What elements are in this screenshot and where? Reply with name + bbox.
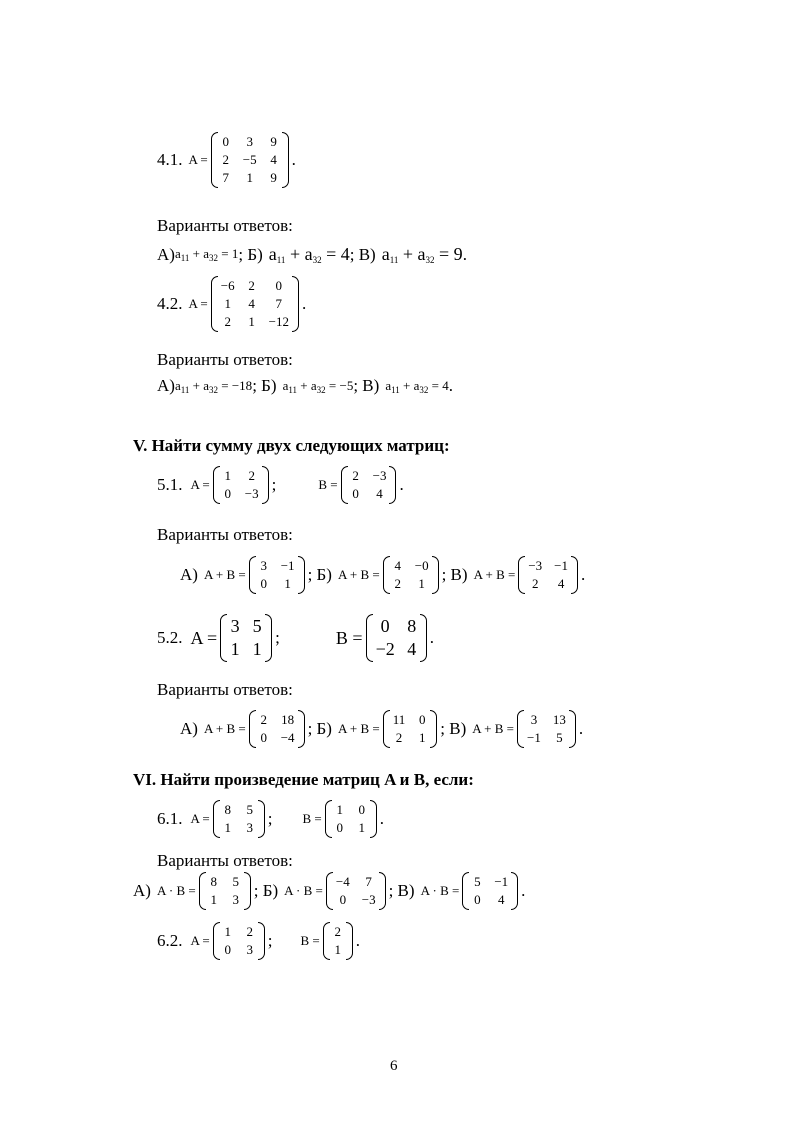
left-paren	[383, 556, 390, 594]
answer-a-lhs: A + B =	[203, 567, 246, 582]
separator: ;	[271, 475, 277, 494]
matrix-b	[323, 922, 353, 960]
matrix-cell: 2	[395, 730, 403, 745]
matrix-cell: 13	[552, 712, 566, 727]
matrix-entries	[348, 466, 390, 504]
end-mark: .	[291, 150, 296, 169]
matrix-cell: 0	[222, 134, 230, 149]
matrix-b	[341, 466, 397, 504]
matrix-cell: 7	[275, 296, 283, 311]
matrix-entries	[218, 132, 282, 188]
answer-b-label: ; Б)	[253, 881, 279, 900]
matrix-cell: 0	[260, 576, 267, 591]
right-paren	[298, 710, 305, 748]
right-paren	[265, 614, 272, 662]
answer-a-lhs: A + B =	[203, 721, 246, 736]
answer-b-label: ; Б)	[307, 565, 332, 584]
matrix-a	[213, 800, 265, 838]
matrix-cell: 5	[556, 730, 563, 745]
matrix-a-lhs: A =	[190, 933, 210, 948]
matrix-b-lhs: B =	[318, 477, 338, 492]
matrix-cell: −12	[268, 314, 289, 329]
matrix-cell: 2	[334, 924, 342, 939]
matrix-entries	[332, 800, 370, 838]
left-paren	[462, 872, 469, 910]
end-mark: .	[379, 809, 385, 828]
end-mark: .	[578, 719, 584, 738]
answer-v-matrix	[517, 710, 576, 748]
matrix-cell: 3	[246, 942, 254, 957]
answers-heading: Варианты ответов:	[157, 216, 293, 235]
matrix-entries	[227, 614, 265, 662]
matrix-a	[213, 466, 269, 504]
answer-b-lhs: A + B =	[337, 721, 380, 736]
answer-b-label: ; Б)	[238, 244, 263, 264]
right-paren	[282, 132, 289, 188]
separator: ;	[275, 628, 280, 647]
answers-4-2	[157, 376, 453, 396]
problem-6-1	[157, 800, 384, 838]
matrix-cell: 3	[260, 558, 267, 573]
matrix-a-lhs: A =	[190, 627, 218, 648]
end-mark: .	[429, 628, 434, 647]
matrix-lhs: A =	[188, 152, 208, 167]
matrix-cell: −0	[414, 558, 429, 573]
right-paren	[346, 922, 353, 960]
right-paren	[292, 276, 299, 332]
page-number: 6	[390, 1058, 398, 1074]
matrix-entries	[220, 922, 258, 960]
answer-v-label: ; В)	[353, 376, 380, 395]
right-paren	[430, 710, 437, 748]
answers-5-2	[180, 710, 583, 748]
matrix-cell: 9	[270, 170, 277, 185]
matrix-entries	[330, 922, 346, 960]
answers-heading: Варианты ответов:	[157, 525, 293, 544]
matrix-cell: 0	[419, 712, 426, 727]
answer-v-label: ; В)	[388, 881, 415, 900]
left-paren	[249, 710, 256, 748]
end-mark: .	[301, 294, 307, 313]
matrix-cell: 8	[407, 616, 417, 636]
matrix-entries	[390, 710, 431, 748]
matrix-cell: 9	[270, 134, 277, 149]
matrix-cell: −2	[375, 639, 395, 659]
left-paren	[249, 556, 256, 594]
problem-label: 6.1.	[157, 809, 183, 828]
right-paren	[389, 466, 396, 504]
answers-6-1	[133, 872, 525, 910]
matrix-cell: 0	[339, 892, 347, 907]
matrix-cell: 0	[336, 820, 344, 835]
left-paren	[326, 872, 333, 910]
left-paren	[213, 466, 220, 504]
matrix-a-lhs: A =	[190, 811, 210, 826]
matrix-cell: 1	[419, 730, 426, 745]
matrix-entries	[218, 276, 292, 332]
matrix-cell: 5	[252, 616, 262, 636]
matrix-cell: 3	[246, 134, 253, 149]
matrix-cell: 1	[230, 639, 240, 659]
matrix-cell: 4	[394, 558, 401, 573]
matrix-cell: 4	[498, 892, 505, 907]
matrix-cell: 11	[392, 712, 406, 727]
answer-b-expr: $a_{11} + a_{32} = 4$	[268, 244, 350, 265]
matrix-cell: 0	[260, 730, 267, 745]
matrix-cell: 2	[394, 576, 401, 591]
answer-a-label: А)	[157, 376, 175, 395]
problem-6-2	[157, 922, 360, 960]
matrix-cell: 18	[281, 712, 295, 727]
matrix-cell: 1	[358, 820, 366, 835]
left-paren	[518, 556, 525, 594]
problem-5-1	[157, 466, 404, 504]
matrix-cell: 8	[210, 874, 217, 889]
separator: ;	[267, 931, 273, 950]
answer-b-matrix	[383, 556, 439, 594]
matrix-entries	[333, 872, 379, 910]
matrix-cell: 0	[380, 616, 390, 636]
answer-v-matrix	[462, 872, 518, 910]
matrix-cell: 1	[210, 892, 217, 907]
matrix-entries	[220, 800, 258, 838]
matrix-cell: 1	[334, 942, 342, 957]
left-paren	[341, 466, 348, 504]
matrix-cell: −1	[494, 874, 509, 889]
answers-heading: Варианты ответов:	[157, 680, 293, 699]
matrix-entries	[390, 556, 432, 594]
matrix-cell: 1	[284, 576, 291, 591]
answer-a-expr: $a_{11} + a_{32} = -18$	[174, 377, 253, 395]
matrix-cell: 3	[230, 616, 240, 636]
left-paren	[199, 872, 206, 910]
matrix-cell: 8	[224, 802, 232, 817]
matrix-cell: 5	[474, 874, 481, 889]
matrix-entries	[256, 556, 298, 594]
matrix-cell: 1	[252, 639, 262, 659]
matrix-cell: 0	[358, 802, 366, 817]
matrix-cell: 2	[260, 712, 267, 727]
end-mark: .	[521, 881, 526, 900]
end-mark: .	[448, 376, 453, 395]
matrix-cell: 4	[248, 296, 255, 311]
matrix-entries	[373, 614, 420, 662]
left-paren	[211, 276, 218, 332]
matrix-entries	[220, 466, 262, 504]
matrix-cell: 2	[222, 152, 230, 167]
matrix-cell: 1	[336, 802, 344, 817]
answer-v-label: ; В)	[441, 565, 468, 584]
answer-v-lhs: A · B =	[420, 883, 460, 898]
matrix-cell: −1	[280, 558, 295, 573]
problem-label: 4.2.	[157, 294, 183, 313]
matrix-cell: −6	[220, 278, 235, 293]
right-paren	[569, 710, 576, 748]
matrix-a	[213, 922, 265, 960]
right-paren	[370, 800, 377, 838]
matrix-a	[220, 614, 272, 662]
matrix-entries	[256, 710, 298, 748]
matrix-cell: 1	[224, 924, 232, 939]
problem-label: 5.2.	[157, 628, 183, 647]
answer-a-matrix	[249, 710, 305, 748]
answer-b-expr: $a_{11} + a_{32} = -5$	[282, 377, 354, 395]
matrix-a-lhs: A =	[190, 477, 210, 492]
problem-label: 4.1.	[157, 150, 183, 169]
problem-5-2	[157, 614, 434, 662]
matrix-cell: 4	[407, 639, 417, 659]
answer-a-label: А)	[157, 244, 175, 264]
matrix-cell: 0	[224, 486, 232, 501]
right-paren	[571, 556, 578, 594]
right-paren	[244, 872, 251, 910]
answer-a-lhs: A · B =	[156, 883, 196, 898]
left-paren	[517, 710, 524, 748]
matrix-cell: 0	[352, 486, 359, 501]
answer-a-label: А)	[180, 565, 198, 584]
matrix-cell: 2	[224, 314, 231, 329]
right-paren	[258, 800, 265, 838]
right-paren	[511, 872, 518, 910]
matrix-b-lhs: B =	[300, 933, 320, 948]
answer-v-expr: $a_{11} + a_{32} = 9$	[381, 244, 463, 265]
left-paren	[213, 800, 220, 838]
left-paren	[383, 710, 390, 748]
matrix-cell: 1	[224, 296, 231, 311]
matrix	[211, 132, 289, 188]
matrix-cell: −1	[554, 558, 569, 573]
right-paren	[420, 614, 427, 662]
right-paren	[258, 922, 265, 960]
right-paren	[432, 556, 439, 594]
answer-v-label: ; В)	[349, 244, 376, 264]
matrix-cell: −3	[372, 468, 387, 483]
answers-heading: Варианты ответов:	[157, 851, 293, 870]
answer-a-label: А)	[180, 719, 198, 738]
answer-a-label: А)	[133, 881, 151, 900]
end-mark: .	[399, 475, 404, 494]
matrix-cell: 1	[224, 820, 232, 835]
separator: ;	[267, 809, 273, 828]
left-paren	[323, 922, 330, 960]
matrix-cell: 5	[246, 802, 254, 817]
answers-4-1	[157, 244, 467, 265]
answer-v-lhs: A + B =	[472, 721, 515, 736]
answer-b-matrix	[383, 710, 438, 748]
matrix-lhs: A =	[188, 296, 208, 311]
matrix-cell: 1	[418, 576, 425, 591]
matrix-cell: 0	[474, 892, 481, 907]
matrix-b	[366, 614, 427, 662]
matrix-cell: 4	[270, 152, 277, 167]
right-paren	[379, 872, 386, 910]
matrix-cell: 3	[246, 820, 254, 835]
section-v-title: V. Найти сумму двух следующих матриц:	[133, 436, 450, 455]
left-paren	[366, 614, 373, 662]
answer-a-expr: $a_{11} + a_{32} = 1$	[174, 246, 239, 263]
problem-label: 5.1.	[157, 475, 183, 494]
matrix-entries	[206, 872, 244, 910]
matrix-cell: 3	[232, 892, 239, 907]
answer-v-lhs: A + B =	[473, 567, 516, 582]
matrix-cell: 7	[222, 170, 230, 185]
section-vi-title: VI. Найти произведение матриц A и B, если:	[133, 770, 474, 789]
matrix-b-lhs: B =	[302, 811, 322, 826]
problem-4-1	[157, 132, 296, 188]
matrix-cell: 1	[246, 170, 253, 185]
matrix-cell: −4	[335, 874, 350, 889]
matrix-cell: 3	[530, 712, 538, 727]
matrix-entries	[524, 710, 569, 748]
matrix-b	[325, 800, 377, 838]
answer-a-matrix	[249, 556, 305, 594]
left-paren	[213, 922, 220, 960]
end-mark: .	[581, 565, 586, 584]
matrix-cell: 2	[248, 278, 255, 293]
answer-b-label: ; Б)	[307, 719, 332, 738]
matrix-b-lhs: B =	[335, 627, 363, 648]
end-mark: .	[462, 244, 467, 264]
left-paren	[325, 800, 332, 838]
matrix-cell: −3	[244, 486, 259, 501]
matrix-cell: 4	[376, 486, 383, 501]
answer-v-expr: $a_{11} + a_{32} = 4$	[385, 377, 449, 395]
matrix-entries	[525, 556, 571, 594]
left-paren	[220, 614, 227, 662]
left-paren	[211, 132, 218, 188]
answer-b-lhs: A · B =	[284, 883, 323, 898]
answer-a-matrix	[199, 872, 251, 910]
matrix-cell: 5	[232, 874, 239, 889]
answer-b-lhs: A + B =	[337, 567, 380, 582]
end-mark: .	[355, 931, 361, 950]
matrix	[211, 276, 299, 332]
right-paren	[262, 466, 269, 504]
matrix-cell: 2	[248, 468, 255, 483]
matrix-cell: −5	[242, 152, 257, 167]
matrix-cell: 0	[224, 942, 232, 957]
matrix-cell: 2	[246, 924, 254, 939]
matrix-cell: 4	[557, 576, 565, 591]
answers-5-1	[180, 556, 585, 594]
matrix-cell: 1	[224, 468, 232, 483]
matrix-cell: −1	[527, 730, 541, 745]
answer-b-label: ; Б)	[252, 376, 277, 395]
matrix-cell: 2	[532, 576, 539, 591]
matrix-cell: 2	[352, 468, 359, 483]
matrix-cell: 0	[275, 278, 283, 293]
matrix-cell: 1	[248, 314, 255, 329]
matrix-cell: −4	[280, 730, 295, 745]
answer-v-matrix	[518, 556, 578, 594]
matrix-entries	[469, 872, 511, 910]
matrix-cell: −3	[528, 558, 543, 573]
right-paren	[298, 556, 305, 594]
matrix-cell: −3	[361, 892, 376, 907]
matrix-cell: 7	[365, 874, 372, 889]
problem-4-2	[157, 276, 306, 332]
answers-heading: Варианты ответов:	[157, 350, 293, 369]
answer-b-matrix	[326, 872, 386, 910]
problem-label: 6.2.	[157, 931, 183, 950]
answer-v-label: ; В)	[440, 719, 467, 738]
